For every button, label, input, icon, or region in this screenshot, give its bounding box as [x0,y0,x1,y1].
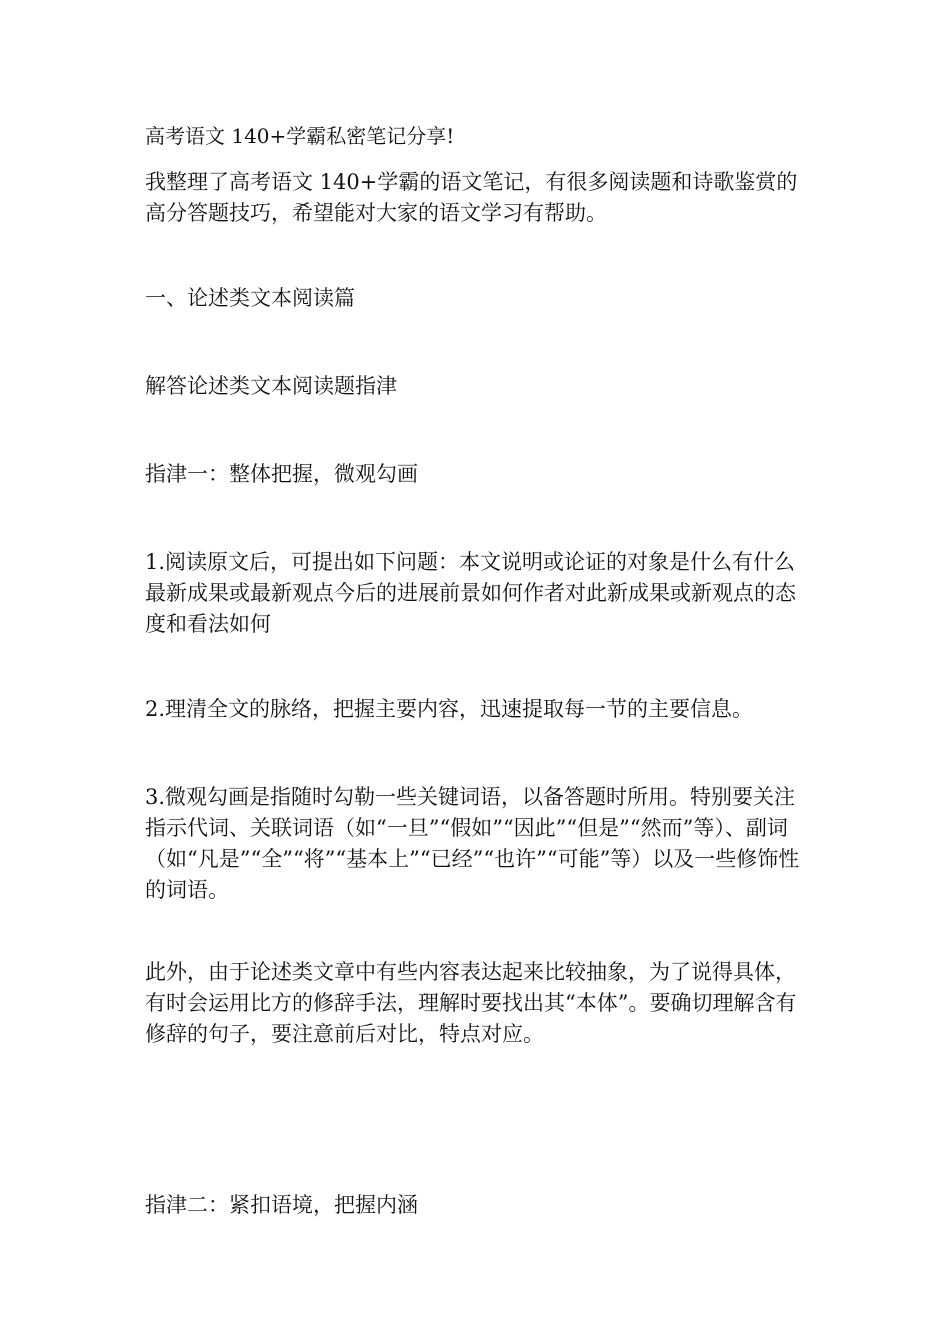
paragraph-4: 此外，由于论述类文章中有些内容表达起来比较抽象，为了说得具体，有时会运用比方的修辞手法，理解时要找出其“本体”。要确切理解含有修辞的句子，要注意前后对比，特点对应。 [145,960,797,1046]
section-heading: 一、论述类文本阅读篇 [145,286,355,310]
guide-one-heading: 指津一：整体把握，微观勾画 [145,462,418,486]
paragraph-3: 3.微观勾画是指随时勾勒一些关键词语，以备答题时所用。特别要关注指示代词、关联词语（如“一旦”“假如”“因此”“但是”“然而”等）、副词（如“凡是”“全”“将”“基本上”“已经”“也许”“可能”等）以及一些修饰性的词语。 [145,785,800,902]
intro-paragraph: 我整理了高考语文 140+学霸的语文笔记，有很多阅读题和诗歌鉴赏的高分答题技巧，希望能对大家的语文学习有帮助。 [145,170,798,225]
paragraph-1: 1.阅读原文后，可提出如下问题：本文说明或论证的对象是什么有什么最新成果或最新观点今后的进展前景如何作者对此新成果或新观点的态度和看法如何 [145,550,796,636]
guide-heading: 解答论述类文本阅读题指津 [145,374,397,398]
document-title: 高考语文 140+学霸私密笔记分享! [145,124,455,148]
paragraph-2: 2.理清全文的脉络，把握主要内容，迅速提取每一节的主要信息。 [145,697,754,721]
guide-two-heading: 指津二：紧扣语境，把握内涵 [145,1193,418,1217]
